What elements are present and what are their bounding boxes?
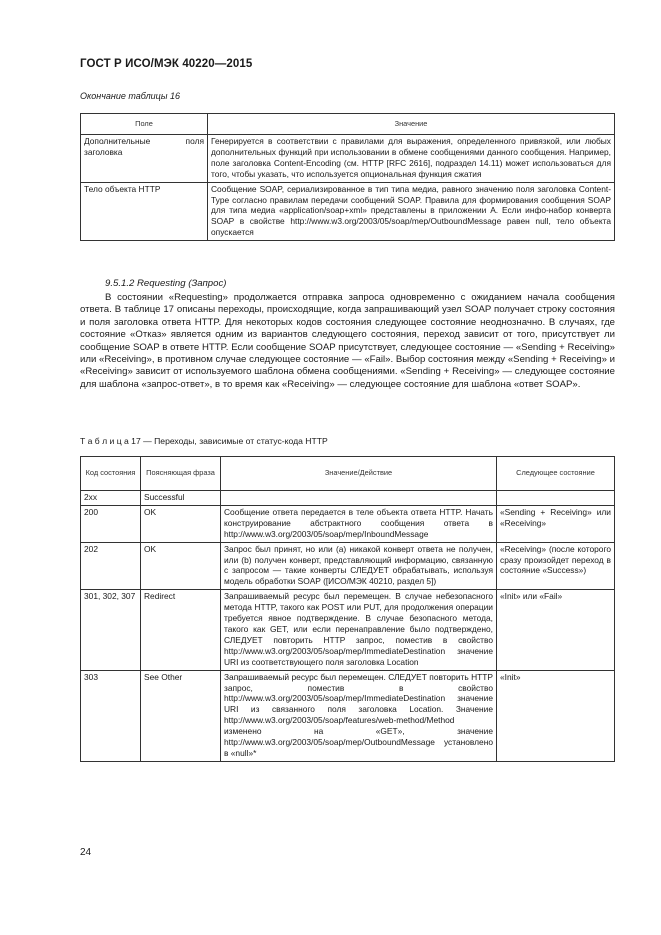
table17-next-cell: «Receiving» (после которого сразу произойдет переход в состояние «Success»)	[497, 542, 615, 590]
table-row	[81, 670, 615, 761]
table17-code-cell: 2xx	[81, 491, 141, 506]
table17-caption: Т а б л и ц а 17 — Переходы, зависимые от статус-кода HTTP	[80, 436, 328, 446]
section-heading: 9.5.1.2 Requesting (Запрос)	[105, 278, 227, 289]
table17-header-phrase: Поясняющая фраза	[141, 457, 221, 491]
table16-header-value: Значение	[208, 114, 615, 135]
table17-phrase-cell: Redirect	[141, 590, 221, 670]
table17-action-cell: Запрашиваемый ресурс был перемещен. В случае небезопасного метода HTTP, такого как POST или PUT, для продолжения операции требуется явное подтверждение. В случае безопасного метода, такого как GET, или если перенаправление было подтверждено, СЛЕДУЕТ повторить HTTP запрос, поместив в свойство http://www.w3.org/2003/05/soap/mep/ImmediateDestination значение URI из соответствующего поля заголовка Location	[221, 590, 497, 670]
table16-header-field: Поле	[81, 114, 208, 135]
table16-field-cell: Дополнительные поля заголовка	[81, 135, 208, 183]
table16-caption: Окончание таблицы 16	[80, 91, 180, 101]
page-header-title: ГОСТ Р ИСО/МЭК 40220—2015	[80, 58, 253, 70]
table-row	[81, 542, 615, 590]
table16-value-cell: Сообщение SOAP, сериализированное в тип типа медиа, равного значению поля заголовка Content-Type согласно правилам передачи сообщений SOAP. Правила для формирования сообщения SOAP для типа медиа «application/soap+xml» представлены в приложении А. Если инфо-набор конверта SOAP в свойстве http://www.w3.org/2003/05/soap/mep/OutboundMessage равен null, тело объекта опускается	[208, 182, 615, 241]
table-row	[81, 505, 615, 542]
table16-header-row	[81, 114, 615, 135]
table-row	[81, 590, 615, 670]
table17-action-cell: Запрашиваемый ресурс был перемещен. СЛЕДУЕТ повторить HTTP запрос, поместив в свойство http://www.w3.org/2003/05/soap/mep/ImmediateDestination значение URI из связанного поля заголовка Location. Значение http://www.w3.org/2003/05/soap/features/web-method/Method изменено на «GET», значение http://www.w3.org/2003/05/soap/mep/OutboundMessage установлено в «null»*	[221, 670, 497, 761]
table-row	[81, 491, 615, 506]
table17-header-action: Значение/Действие	[221, 457, 497, 491]
table17-phrase-cell: OK	[141, 542, 221, 590]
table17-phrase-cell: See Other	[141, 670, 221, 761]
page-number: 24	[80, 847, 92, 858]
table17-header-row	[81, 457, 615, 491]
table17-next-cell: «Init»	[497, 670, 615, 761]
table17-action-cell: Сообщение ответа передается в теле объекта ответа HTTP. Начать конструирование абстрактного сообщения ответа в http://www.w3.org/2003/05/soap/mep/InboundMessage	[221, 505, 497, 542]
table17-next-cell: «Sending + Receiving» или «Receiving»	[497, 505, 615, 542]
table-row	[81, 182, 615, 241]
table17-header-next: Следующее состояние	[497, 457, 615, 491]
table16-value-cell: Генерируется в соответствии с правилами для выражения, определенного привязкой, или любых дополнительных функций при использовании в обмене сообщениями данного сообщения. Например, поле заголовка Content-Encoding (см. HTTP [RFC 2616], подраздел 14.11) может использоваться для того, чтобы указать, что используется опциональная функция сжатия	[208, 135, 615, 183]
table17-phrase-cell: OK	[141, 505, 221, 542]
table17-code-cell: 200	[81, 505, 141, 542]
section-paragraph: В состоянии «Requesting» продолжается отправка запроса одновременно с ожиданием начала сообщения ответа. В таблице 17 описаны переходы, происходящие, когда запрашивающий узел SOAP получает строку состояния и поля заголовка ответа HTTP. Для некоторых кодов состояния следующее состояние неоднозначно. В случаях, где состояние «Отказ» является одним из вариантов следующего состояния, переход зависит от того, присутствует ли сообщение SOAP в ответе HTTP. Если сообщение SOAP присутствует, следующее состояние — «Sending + Receiving» или «Receiving», в противном случае следующее состояние — «Fail». Выбор состояния между «Sending + Receiving» и «Receiving» зависит от используемого шаблона обмена сообщениями. «Sending + Receiving» — следующее состояние для шаблона «запрос-ответ», в то время как «Receiving» — следующее состояние для шаблона «ответ SOAP».	[80, 292, 615, 390]
table-16	[80, 113, 615, 241]
table17-phrase-cell: Successful	[141, 491, 221, 506]
table17-next-cell	[497, 491, 615, 506]
table17-next-cell: «Init» или «Fail»	[497, 590, 615, 670]
table16-field-cell: Тело объекта HTTP	[81, 182, 208, 241]
table17-action-cell: Запрос был принят, но или (а) никакой конверт ответа не получен, или (b) получен конверт, представляющий информацию, связанную с запросом — такие конверты СЛЕДУЕТ обрабатывать, используя модель обработки SOAP ([ИСО/МЭК 40210, раздел 5])	[221, 542, 497, 590]
table17-code-cell: 301, 302, 307	[81, 590, 141, 670]
table17-action-cell	[221, 491, 497, 506]
table17-code-cell: 202	[81, 542, 141, 590]
table-17	[80, 456, 615, 762]
table17-code-cell: 303	[81, 670, 141, 761]
table17-header-code: Код состояния	[81, 457, 141, 491]
table-row	[81, 135, 615, 183]
